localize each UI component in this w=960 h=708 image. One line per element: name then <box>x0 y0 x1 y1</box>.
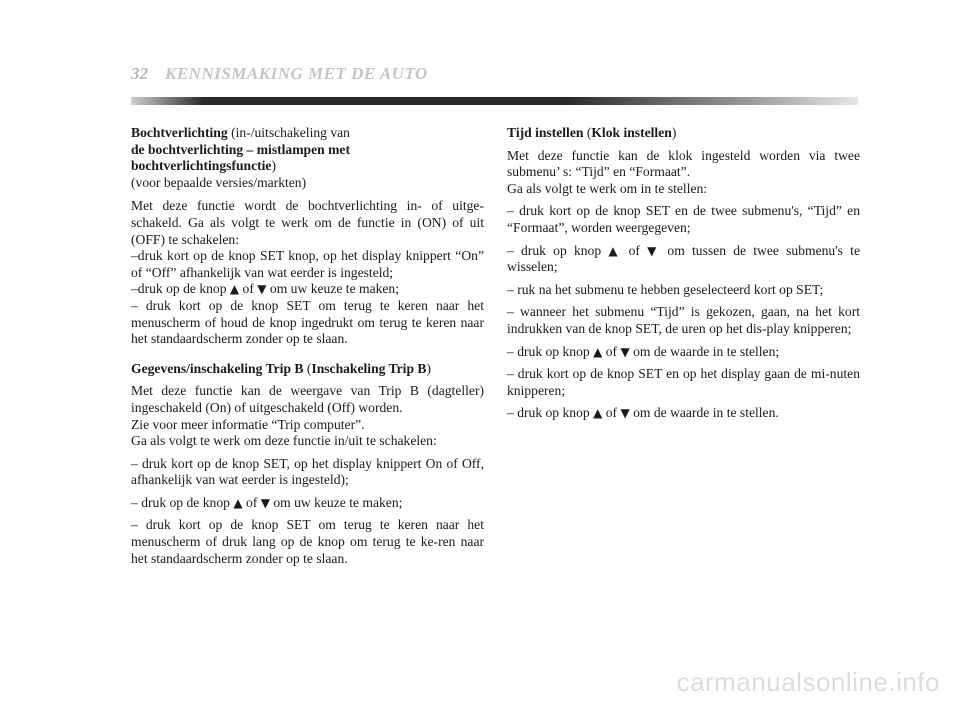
up-arrow-icon: ▲ <box>229 282 240 297</box>
paragraph: Met deze functie wordt de bochtverlichting in- of uitge-schakeld. Ga als volgt te werk om de functie in (ON) of uit (OFF) te schakelen: <box>131 198 484 247</box>
paragraph: – druk kort op de knop SET en de twee submenu's, “Tijd” en “Formaat”, worden weergegeven; <box>507 203 860 235</box>
paragraph: – wanneer het submenu “Tijd” is gekozen, gaan, na het kort indrukken van de knop SET, de uren op het dis-play knipperen; <box>507 304 860 336</box>
section-heading-tijd-instellen: Tijd instellen (Klok instellen) <box>507 125 677 140</box>
down-arrow-icon: ▼ <box>260 495 270 510</box>
page-number: 32 <box>131 64 148 83</box>
section-subnote: (voor bepaalde versies/markten) <box>131 174 307 190</box>
up-arrow-icon: ▲ <box>233 495 243 510</box>
down-arrow-icon: ▼ <box>620 344 630 359</box>
left-column <box>131 125 484 573</box>
up-arrow-icon: ▲ <box>593 406 603 421</box>
down-arrow-icon: ▼ <box>257 282 267 297</box>
paragraph: –druk kort op de knop SET knop, op het display knippert “On” of “Off” afhankelijk van wat eerder is ingesteld; <box>131 248 484 280</box>
watermark[interactable]: carmanualsonline.info <box>676 667 940 697</box>
paragraph-with-arrows: –druk op de knop ▲ of ▼ om uw keuze te maken; <box>131 281 400 297</box>
up-arrow-icon: ▲ <box>593 344 603 359</box>
header-rule <box>131 97 858 105</box>
paragraph: Met deze functie kan de klok ingesteld worden via twee submenu’ s: “Tijd” en “Formaat”. Ga als volgt te werk om in te stellen: <box>507 147 860 196</box>
paragraph-with-arrows: – druk op de knop ▲ of ▼ om uw keuze te maken; <box>131 494 403 510</box>
up-arrow-icon: ▲ <box>608 243 622 258</box>
paragraph: – ruk na het submenu te hebben geselecteerd kort op SET; <box>507 281 824 297</box>
paragraph-with-arrows: – druk op knop ▲ of ▼ om tussen de twee submenu's te wisselen; <box>507 242 860 275</box>
paragraph-with-arrows: – druk op knop ▲ of ▼ om de waarde in te stellen; <box>507 343 780 359</box>
paragraph: – druk kort op de knop SET en op het display gaan de mi-nuten knipperen; <box>507 366 860 398</box>
section-heading-trip-b: Gegevens/inschakeling Trip B (Inschakeling Trip B) <box>131 360 432 376</box>
section-heading-bochtverlichting: Bochtverlichting (in-/uitschakeling van de bochtverlichting – mistlampen met bochtverlichtingsfunctie) <box>131 125 350 174</box>
paragraph: – druk kort op de knop SET om terug te keren naar het menuscherm of houd de knop ingedrukt om terug te keren naar het standaardscherm zonder op te slaan. <box>131 297 484 347</box>
down-arrow-icon: ▼ <box>647 243 661 258</box>
down-arrow-icon: ▼ <box>620 406 630 421</box>
paragraph-with-arrows: – druk op knop ▲ of ▼ om de waarde in te stellen. <box>507 405 779 421</box>
paragraph: Met deze functie kan de weergave van Trip B (dagteller) ingeschakeld (On) of uitgeschakeld (Off) worden. Zie voor meer informatie “Trip computer”. Ga als volgt te werk om deze functie in/uit te schakelen: <box>131 383 484 449</box>
running-title: KENNISMAKING MET DE AUTO <box>165 64 428 83</box>
paragraph: – druk kort op de knop SET, op het display knippert On of Off, afhankelijk van wat eerder is ingesteld); <box>131 455 484 488</box>
right-column <box>507 125 860 428</box>
paragraph: – druk kort op de knop SET om terug te keren naar het menuscherm of druk lang op de knop om terug te ke-ren naar het standaardscherm zonder op te slaan. <box>131 517 484 566</box>
